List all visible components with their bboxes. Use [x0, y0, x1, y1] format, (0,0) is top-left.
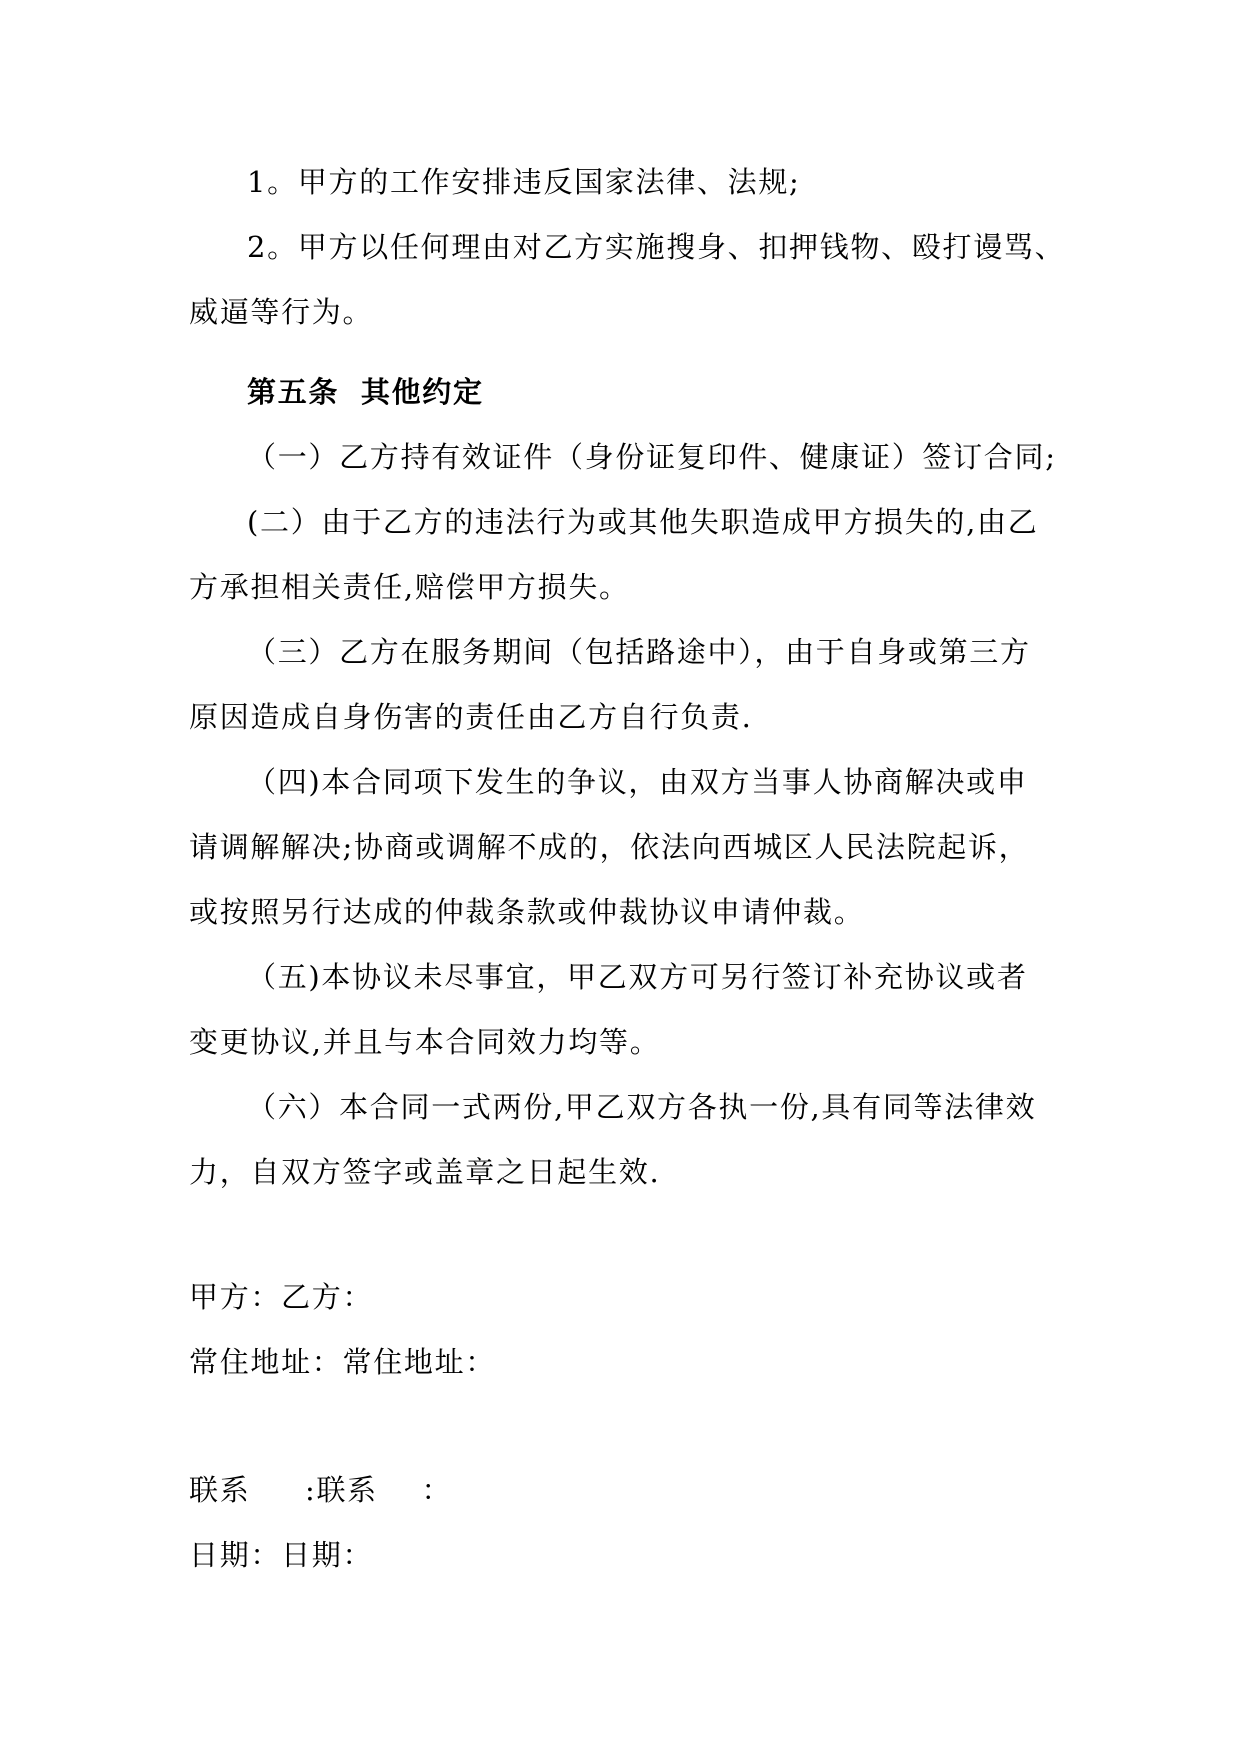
clause-line: 变更协议,并且与本合同效力均等。 [189, 1024, 661, 1059]
clause-line: （三）乙方在服务期间（包括路途中），由于自身或第三方 [247, 634, 1031, 669]
clause-line: （一）乙方持有效证件（身份证复印件、健康证）签订合同; [247, 439, 1057, 474]
signature-parties-line: 甲方：乙方： [189, 1279, 374, 1314]
list-item-line: 1。甲方的工作安排违反国家法律、法规; [247, 165, 801, 199]
signature-contact-line: 联系 :联系 ： [189, 1472, 453, 1507]
signature-address-line: 常住地址：常住地址： [189, 1344, 497, 1379]
clause-6 [189, 1075, 1241, 1205]
list-item-line: 威逼等行为。 [189, 295, 374, 329]
clause-line: 力，自双方签字或盖章之日起生效. [189, 1154, 661, 1189]
list-item-line: 2。甲方以任何理由对乙方实施搜身、扣押钱物、殴打谩骂、 [247, 230, 1066, 264]
clause-5 [189, 945, 1241, 1075]
clause-3 [189, 620, 1241, 750]
clause-line: (二）由于乙方的违法行为或其他失职造成甲方损失的,由乙 [247, 504, 1039, 539]
list-item-1 [189, 150, 1241, 215]
article5-heading: 第五条 其他约定 [247, 374, 484, 409]
clause-4 [189, 750, 1241, 945]
clause-line: 原因造成自身伤害的责任由乙方自行负责. [189, 699, 753, 734]
signature-date-line: 日期：日期： [189, 1537, 374, 1572]
clause-1 [189, 425, 1241, 490]
clause-line: （六）本合同一式两份,甲乙双方各执一份,具有同等法律效 [247, 1089, 1037, 1124]
clause-line: 方承担相关责任,赔偿甲方损失。 [189, 569, 630, 604]
signature-block [189, 1265, 1241, 1588]
clause-line: （五)本协议未尽事宜，甲乙双方可另行签订补充协议或者 [247, 959, 1028, 994]
article4-list [189, 150, 1241, 345]
list-item-2 [189, 215, 1241, 345]
clause-line: （四)本合同项下发生的争议，由双方当事人协商解决或申 [247, 764, 1028, 799]
clause-line: 请调解解决;协商或调解不成的，依法向西城区人民法院起诉， [189, 829, 1030, 864]
clause-2 [189, 490, 1241, 620]
article5-clauses [189, 425, 1241, 1205]
clause-line: 或按照另行达成的仲裁条款或仲裁协议申请仲裁。 [189, 894, 865, 929]
